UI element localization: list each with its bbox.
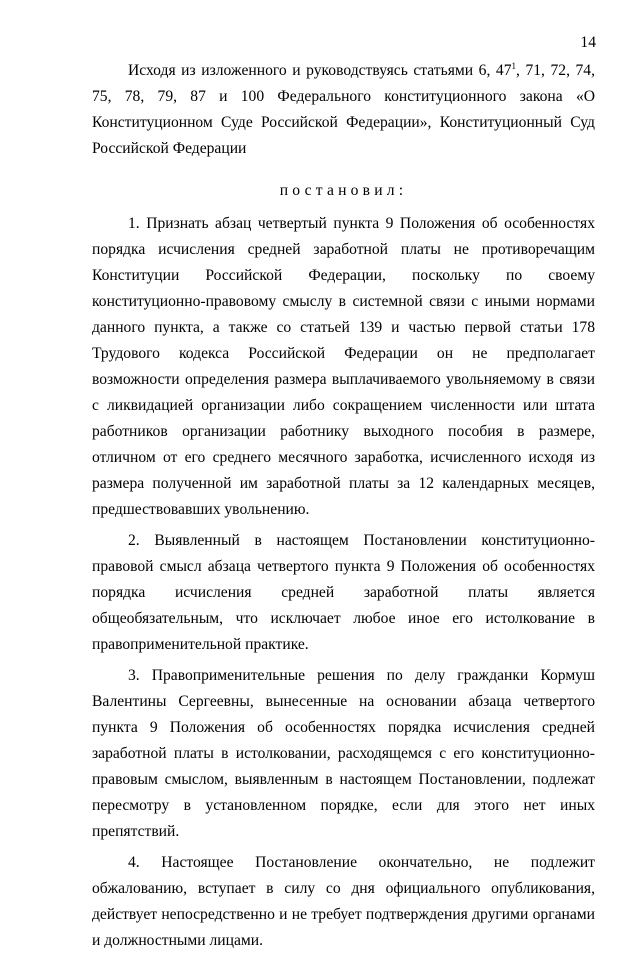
resolution-item-1: 1. Признать абзац четвертый пункта 9 Положения об особенностях порядка исчисления средней заработной платы не противоречащим Конституции Российской Федерации, поскольку по своему конституционно-правовому смыслу в системной связи с иными нормами данного пункта, а также со статьей 139 и частью первой статьи 178 Трудового кодекса Российской Федерации он не предполагает возможности определения размера выплачиваемого увольняемому в связи с ликвидацией организации либо сокращением численности или штата работников организации работнику выходного пособия в размере, отличном от его среднего месячного заработка, исчисленного исходя из размера полученной им заработной платы за 12 календарных месяцев, предшествовавших увольнению.: [92, 215, 595, 518]
intro-section: [92, 58, 595, 162]
intro-text-start: Исходя из изложенного и руководствуясь статьями 6, 47: [128, 62, 512, 79]
resolution-heading: постановил:: [279, 182, 408, 199]
intro-text-end: , 71, 72, 74, 75, 78, 79, 87 и 100 Федерального конституционного закона «О Конституционном Суде Российской Федерации», Конституционный Суд Российской Федерации: [92, 62, 596, 157]
resolution-item-4: 4. Настоящее Постановление окончательно, не подлежит обжалованию, вступает в силу со дня официального опубликования, действует непосредственно и не требует подтверждения другими органами и должностными лицами.: [92, 854, 595, 949]
article-superscript: 1: [511, 61, 516, 71]
resolution-body: [92, 211, 595, 959]
resolution-item-3: 3. Правоприменительные решения по делу гражданки Кормуш Валентины Сергеевны, вынесенные на основании абзаца четвертого пункта 9 Положения об особенностях порядка исчисления средней заработной платы в истолковании, расходящемся с его конституционно-правовым смыслом, выявленным в настоящем Постановлении, подлежат пересмотру в установленном порядке, если для этого нет иных препятствий.: [92, 667, 595, 840]
resolution-item-2: 2. Выявленный в настоящем Постановлении конституционно-правовой смысл абзаца четвертого пункта 9 Положения об особенностях порядка исчисления средней заработной платы является общеобязательным, что исключает любое иное его истолкование в правоприменительной практике.: [92, 532, 595, 653]
page-number: 14: [580, 34, 596, 51]
intro-paragraph: [92, 58, 595, 162]
